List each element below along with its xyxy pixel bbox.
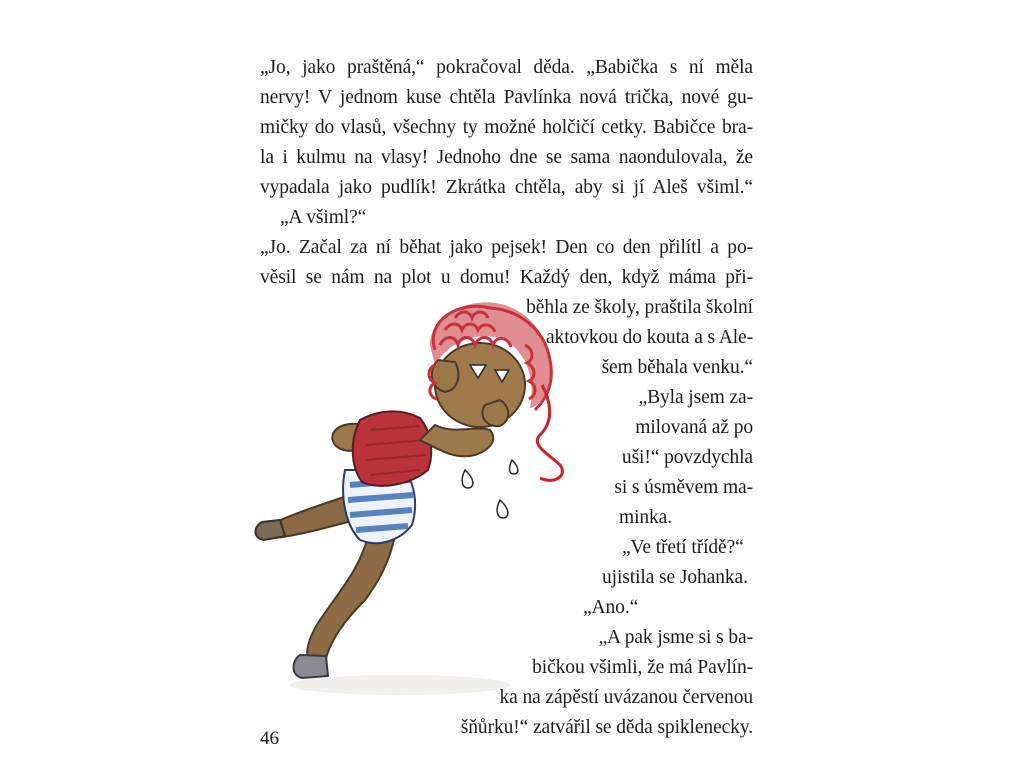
text-line: „Jo. Začal za ní běhat jako pejsek! Den co den přilítl a po- bbox=[260, 237, 753, 258]
text-line: běhla ze školy, praštila školní bbox=[526, 297, 753, 318]
text-line: la i kulmu na vlasy! Jednoho dne se sama naondulovala, že bbox=[260, 147, 753, 168]
text-line: si s úsměvem ma- bbox=[614, 477, 753, 498]
text-line: aktovkou do kouta a s Ale- bbox=[546, 327, 753, 348]
text-line: vypadala jako pudlík! Zkrátka chtěla, aby si jí Aleš všiml.“ bbox=[260, 177, 753, 198]
front-shoe-icon bbox=[294, 655, 329, 678]
text-line: „Ano.“ bbox=[583, 597, 639, 618]
running-girl-illustration-icon bbox=[250, 290, 580, 700]
text-line: věsil se nám na plot u domu! Každý den, když máma při- bbox=[260, 267, 753, 288]
text-line: „Jo, jako praštěná,“ pokračoval děda. „Babička s ní měla bbox=[260, 57, 753, 78]
text-line: uši!“ povzdychla bbox=[621, 447, 753, 468]
text-line: „A všiml?“ bbox=[280, 207, 367, 228]
text-line: ujistila se Johanka. bbox=[602, 567, 748, 588]
page-number: 46 bbox=[260, 728, 279, 749]
text-line: bičkou všimli, že má Pavlín- bbox=[532, 657, 753, 678]
text-line: šem běhala venku.“ bbox=[601, 357, 753, 378]
text-line: nervy! V jednom kuse chtěla Pavlínka nová trička, nové gu- bbox=[260, 87, 753, 108]
text-line: milovaná až po bbox=[635, 417, 753, 438]
text-line: „Ve třetí třídě?“ bbox=[622, 537, 744, 558]
text-line: ka na zápěstí uvázanou červenou bbox=[499, 687, 753, 708]
tear-drop-icon bbox=[462, 470, 473, 488]
text-line: mičky do vlasů, všechny ty možné holčičí cetky. Babičce bra- bbox=[260, 117, 753, 138]
tear-drop-icon bbox=[497, 500, 508, 518]
text-line: „Byla jsem za- bbox=[638, 387, 753, 408]
tear-drop-icon bbox=[510, 460, 518, 474]
text-line: minka. bbox=[619, 507, 673, 528]
back-shoe-icon bbox=[256, 520, 286, 540]
text-line: „A pak jsme si s ba- bbox=[598, 627, 753, 648]
text-line: šňůrku!“ zatvářil se děda spiklenecky. bbox=[460, 717, 753, 738]
